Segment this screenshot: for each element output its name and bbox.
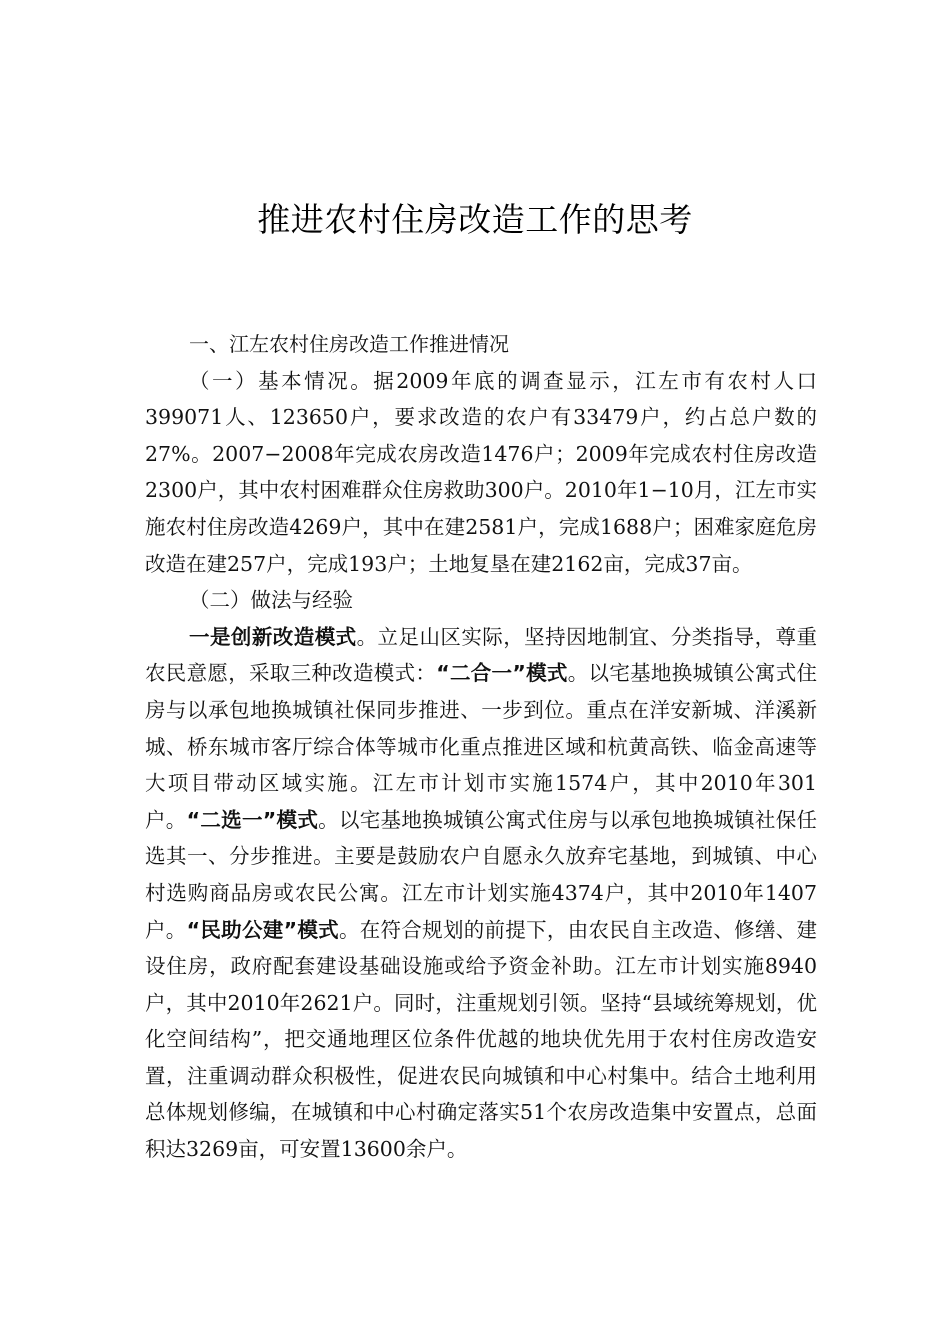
- text-segment: 。在符合规划的前提下，由农民自主改造、修缮、建设住房，政府配套建设基础设施或给予资金补助。江左市计划实施8940户，其中2010年2621户。同时，注重规划引领。坚持“县域统筹规划，优化空间结构”，把交通地理区位条件优越的地块优先用于农村住房改造安置，注重调动群众积极性，促进农民向城镇和中心村集中。结合土地利用总体规划修编，在城镇和中心村确定落实51个农房改造集中安置点，总面积达3269亩，可安置13600余户。: [145, 917, 818, 1162]
- text-segment: 。以宅基地换城镇公寓式住房与以承包地换城镇社保任选其一、分步推进。主要是鼓励农户自愿永久放弃宅基地，到城镇、中心村选购商品房或农民公寓。江左市计划实施4374户，其中2010年1407户。: [145, 807, 818, 942]
- bold-mode-3: “民助公建”模式: [186, 917, 339, 942]
- bold-mode-1: “二合一”模式: [436, 661, 568, 686]
- text-segment: 。立足山区实际，坚持因地制宜、分类指导，尊重农民意愿，采取三种改造模式：: [145, 624, 818, 686]
- document-body: [145, 326, 817, 1168]
- paragraph-practice: [145, 619, 817, 1168]
- section-heading: 一、江左农村住房改造工作推进情况: [189, 332, 509, 356]
- document-title: 推进农村住房改造工作的思考: [257, 200, 693, 239]
- paragraph-basic-situation: （一）基本情况。据2009年底的调查显示，江左市有农村人口399071人、123650户，要求改造的农户有33479户，约占总户数的27%。2007−2008年完成农房改造1476户；2009年完成农村住房改造2300户，其中农村困难群众住房救助300户。2010年1−10月，江左市实施农村住房改造4269户，其中在建2581户，完成1688户；困难家庭危房改造在建257户，完成193户；土地复垦在建2162亩，完成37亩。: [145, 368, 817, 576]
- bold-lead: 一是创新改造模式: [189, 624, 357, 649]
- sub-heading-practice: （二）做法与经验: [189, 588, 353, 613]
- bold-mode-2: “二选一”模式: [186, 807, 319, 832]
- text-segment: 。以宅基地换城镇公寓式住房与以承包地换城镇社保同步推进、一步到位。重点在洋安新城、洋溪新城、桥东城市客厅综合体等城市化重点推进区域和杭黄高铁、临金高速等大项目带动区域实施。江左市计划市实施1574户，其中2010年301户。: [145, 661, 818, 832]
